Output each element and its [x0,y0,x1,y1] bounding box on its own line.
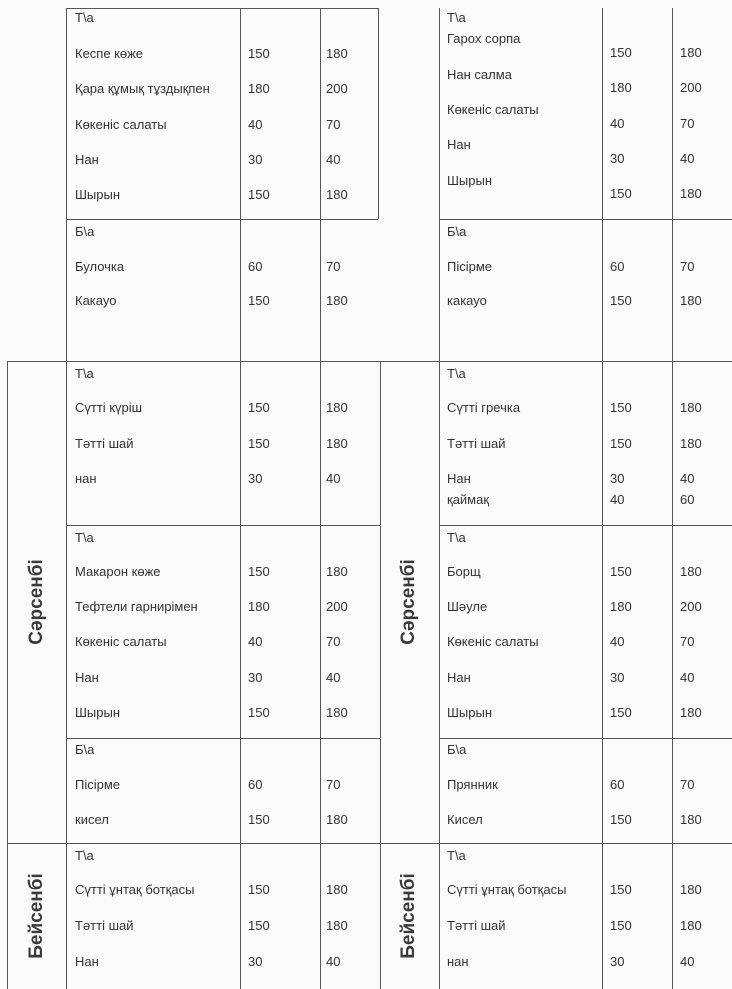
portion-large: 180 [326,564,348,579]
dish-name: Борщ [447,564,481,579]
portion-large: 40 [326,152,341,167]
dish-name: Нан салма [447,67,512,82]
day-label-thursday: Бейсенбі [398,873,419,959]
portion-large: 180 [326,187,348,202]
grid-line [439,8,440,989]
portion-small: 150 [610,186,632,201]
portion-large: 200 [680,80,702,95]
portion-small: 150 [610,436,632,451]
dish-name: Сүтті ұнтақ ботқасы [75,882,195,897]
dish-name: Нан [75,670,99,685]
meal-header: Б\а [75,742,95,757]
portion-large: 180 [326,705,348,720]
dish-name: Қара құмық тұздықпен [75,81,210,96]
portion-small: 180 [610,599,632,614]
grid-line [66,738,380,739]
dish-name: Көкеніс салаты [75,634,167,649]
portion-small: 150 [248,882,270,897]
meal-header: Б\а [75,224,95,239]
dish-name: Сүтті ұнтақ ботқасы [447,882,567,897]
dish-name: Шырын [75,705,121,720]
portion-large: 70 [680,777,695,792]
meal-header: Т\а [447,366,466,381]
meal-header: Т\а [447,848,466,863]
grid-line [439,738,732,739]
portion-large: 180 [680,918,702,933]
dish-name: қаймақ [447,492,490,507]
portion-large: 180 [680,45,702,60]
portion-small: 150 [248,812,270,827]
dish-name: Пісірме [75,777,121,792]
dish-name: Пісірме [447,259,493,274]
dish-name: кисел [75,812,109,827]
portion-large: 180 [326,436,348,451]
day-label-wednesday: Сәрсенбі [398,559,419,645]
portion-large: 70 [326,634,341,649]
dish-name: Тефтели гарнирімен [75,599,198,614]
portion-large: 180 [326,812,348,827]
portion-small: 150 [610,293,632,308]
dish-name: Нан [75,152,99,167]
meal-header: Б\а [447,742,467,757]
dish-name: Көкеніс салаты [75,117,167,132]
portion-small: 150 [248,187,270,202]
dish-name: нан [447,954,469,969]
dish-name: Шәуле [447,599,488,614]
portion-large: 70 [326,777,341,792]
portion-small: 150 [248,564,270,579]
portion-large: 180 [326,882,348,897]
grid-line [602,8,603,989]
portion-large: 180 [326,918,348,933]
portion-small: 150 [610,705,632,720]
portion-large: 180 [326,400,348,415]
dish-name: Тәтті шай [447,918,506,933]
portion-large: 180 [680,436,702,451]
portion-small: 180 [248,81,270,96]
portion-small: 30 [248,954,263,969]
grid-line [66,525,380,526]
grid-line [380,361,381,989]
portion-small: 30 [248,471,263,486]
portion-small: 150 [610,812,632,827]
grid-line [378,8,379,219]
portion-large: 40 [680,954,695,969]
portion-large: 200 [326,599,348,614]
portion-small: 40 [610,492,625,507]
meal-header: Т\а [75,10,94,25]
portion-small: 30 [248,670,263,685]
portion-large: 70 [326,259,341,274]
portion-small: 30 [610,954,625,969]
grid-line [439,525,732,526]
dish-name: Сүтті күріш [75,400,143,415]
portion-large: 40 [680,471,695,486]
dish-name: Сүтті гречка [447,400,521,415]
portion-small: 60 [248,777,263,792]
portion-small: 150 [610,882,632,897]
portion-large: 180 [680,400,702,415]
dish-name: Макарон көже [75,564,161,579]
grid-line [320,8,321,989]
portion-large: 180 [680,882,702,897]
meal-header: Т\а [447,10,466,25]
portion-small: 30 [610,151,625,166]
dish-name: Тәтті шай [447,436,506,451]
grid-line [66,8,67,989]
portion-small: 150 [610,400,632,415]
portion-small: 150 [248,400,270,415]
meal-header: Т\а [447,530,466,545]
portion-small: 150 [248,436,270,451]
meal-header: Т\а [75,848,94,863]
portion-large: 60 [680,492,695,507]
dish-name: Гарох сорпа [447,31,521,46]
portion-small: 30 [248,152,263,167]
portion-small: 180 [610,80,632,95]
meal-header: Т\а [75,366,94,381]
portion-small: 40 [610,116,625,131]
dish-name: нан [75,471,97,486]
dish-name: Нан [447,137,471,152]
portion-small: 150 [248,293,270,308]
portion-small: 150 [248,918,270,933]
dish-name: Көкеніс салаты [447,102,539,117]
portion-small: 150 [610,918,632,933]
portion-small: 60 [610,777,625,792]
grid-line [672,8,673,989]
grid-line [7,361,8,989]
portion-small: 60 [610,259,625,274]
portion-small: 180 [248,599,270,614]
dish-name: Нан [447,670,471,685]
portion-large: 40 [680,670,695,685]
dish-name: какауо [447,293,487,308]
grid-line [7,843,380,844]
portion-large: 70 [680,116,695,131]
portion-large: 180 [680,293,702,308]
dish-name: Кеспе көже [75,46,144,61]
grid-line [7,361,732,362]
portion-small: 40 [248,634,263,649]
dish-name: Шырын [447,173,493,188]
grid-line [439,219,732,220]
portion-small: 150 [248,705,270,720]
dish-name: Какауо [75,293,117,308]
dish-name: Көкеніс салаты [447,634,539,649]
meal-header: Т\а [75,530,94,545]
portion-small: 60 [248,259,263,274]
portion-large: 40 [680,151,695,166]
portion-large: 180 [680,705,702,720]
portion-large: 40 [326,670,341,685]
portion-large: 70 [680,259,695,274]
dish-name: Нан [447,471,471,486]
portion-large: 70 [326,117,341,132]
portion-large: 200 [680,599,702,614]
grid-line [380,843,732,844]
portion-small: 150 [610,45,632,60]
day-label-wednesday: Сәрсенбі [26,559,47,645]
portion-small: 40 [248,117,263,132]
dish-name: Шырын [75,187,121,202]
portion-small: 150 [610,564,632,579]
portion-large: 200 [326,81,348,96]
grid-line [66,219,378,220]
grid-line [66,8,378,9]
portion-small: 30 [610,670,625,685]
portion-large: 180 [326,46,348,61]
dish-name: Кисел [447,812,483,827]
dish-name: Нан [75,954,99,969]
portion-small: 150 [248,46,270,61]
portion-large: 180 [680,812,702,827]
portion-large: 180 [680,186,702,201]
dish-name: Тәтті шай [75,436,134,451]
dish-name: Прянник [447,777,498,792]
portion-large: 70 [680,634,695,649]
day-label-thursday: Бейсенбі [26,873,47,959]
portion-small: 30 [610,471,625,486]
dish-name: Шырын [447,705,493,720]
portion-small: 40 [610,634,625,649]
dish-name: Булочка [75,259,125,274]
grid-line [240,8,241,989]
portion-large: 40 [326,471,341,486]
portion-large: 180 [326,293,348,308]
portion-large: 180 [680,564,702,579]
meal-header: Б\а [447,224,467,239]
dish-name: Тәтті шай [75,918,134,933]
portion-large: 40 [326,954,341,969]
